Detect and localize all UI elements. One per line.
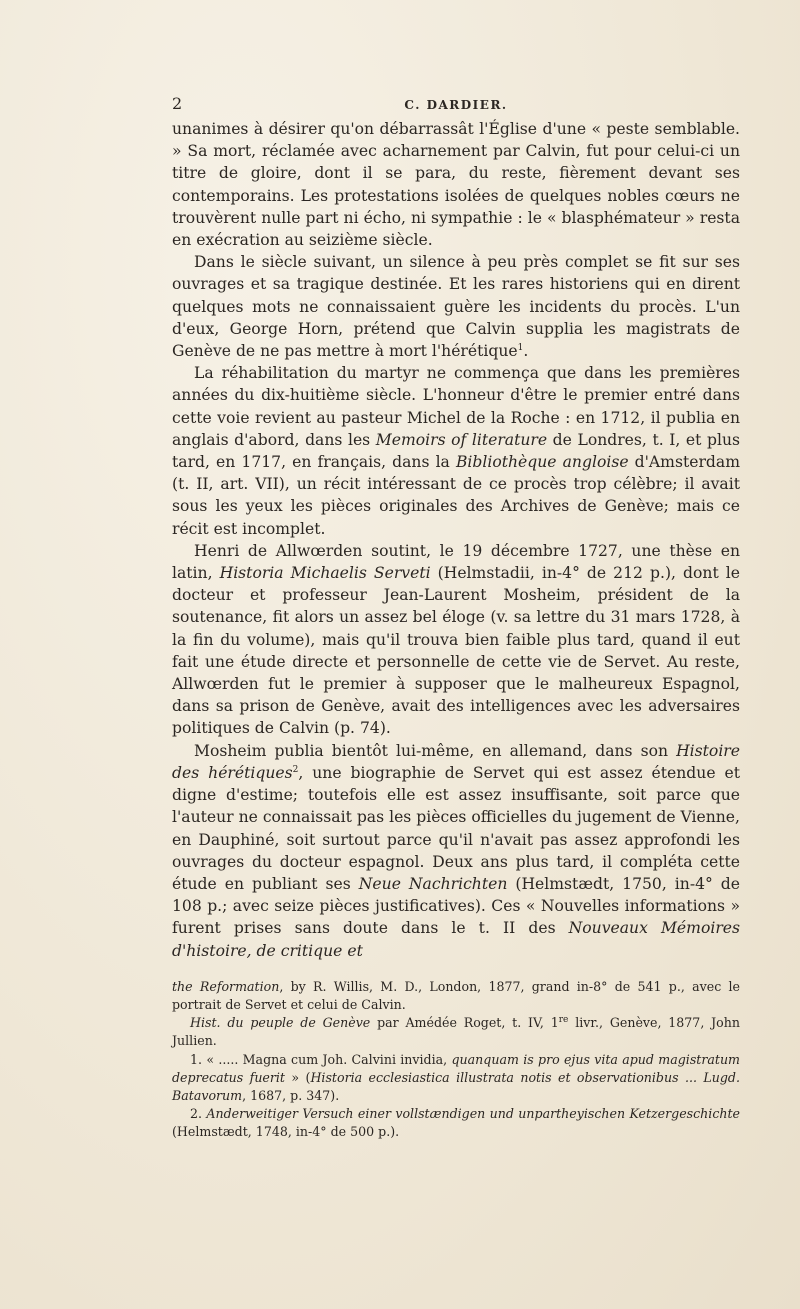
italic-title: quanquam is pro ejus vita apud magistratum deprecatus fuerit <box>172 1051 740 1085</box>
text-run: (Helmstædt, 1750, in-4° de 108 p.; avec seize pièces justificatives). Ces « Nouvelles informations » furent prises sans doute dans le t. II des <box>172 874 741 938</box>
paragraph <box>172 740 740 962</box>
text-run: 2. <box>190 1106 207 1122</box>
text-run: Henri de Allwœrden soutint, le 19 décembre 1727, une thèse en latin, <box>172 541 740 583</box>
text-run: , une biographie de Servet qui est assez étendue et digne d'estime; toutefois elle est assez insuffisante, soit parce que l'auteur ne connaissait pas les pièces officielles du jugement de Vienne, en Dauphiné, soit surtout parce qu'il n'avait pas assez approfondi les ouvrages du docteur espagnol. Deux ans plus tard, il compléta cette étude en publiant ses <box>172 763 740 893</box>
footnote <box>172 978 740 1014</box>
paragraph <box>172 251 740 362</box>
running-head-author: C. DARDIER. <box>404 98 508 112</box>
italic-title: Memoirs of literature <box>375 430 548 449</box>
italic-title: Histoire des hérétiques <box>172 741 740 782</box>
main-text <box>172 118 740 962</box>
text-run: 1. « ..... Magna cum Joh. Calvini invidia, <box>190 1051 452 1067</box>
paragraph <box>172 362 740 540</box>
text-run: . <box>523 342 529 361</box>
text-run: livr., Genève, 1877, John Jullien. <box>172 1015 740 1049</box>
italic-title: Historia Michaelis Serveti <box>219 564 431 583</box>
text-run: par Amédée Roget, t. IV, 1 <box>370 1015 559 1031</box>
paragraph <box>172 118 740 251</box>
italic-title: Bibliothèque angloise <box>455 453 629 472</box>
text-run: (Helmstædt, 1748, in-4° de 500 p.). <box>172 1124 400 1140</box>
text-run: La réhabilitation du martyr ne commença que dans les premières années du dix-huitième siècle. L'honneur d'être le premier entré dans cette voie revient au pasteur Michel de la Roche : en 1712, il publia en anglais d'abord, dans les <box>172 364 740 449</box>
italic-title: Nouveaux Mémoires d'histoire, de critique et <box>172 919 741 960</box>
paragraph <box>172 540 740 740</box>
italic-title: Anderweitiger Versuch einer vollstændigen und unpartheyischen Ketzergeschichte <box>206 1106 740 1122</box>
footnote <box>172 1105 740 1141</box>
italic-title: Hist. du peuple de Genève <box>190 1015 371 1031</box>
footnotes <box>172 978 740 1142</box>
text-run: Dans le siècle suivant, un silence à peu près complet se fit sur ses ouvrages et sa tragique destinée. Et les rares historiens qui en dirent quelques mots ne connaissaient guère les incidents du procès. L'un d'eux, George Horn, prétend que Calvin supplia les magistrats de Genève de ne pas mettre à mort l'hérétique <box>172 253 740 361</box>
note-reference: 2 <box>292 764 299 775</box>
text-run: Mosheim publia bientôt lui-même, en allemand, dans son <box>194 741 677 760</box>
text-run: , 1687, p. 347). <box>242 1087 340 1103</box>
note-reference: 1 <box>517 342 524 353</box>
italic-title: Neue Nachrichten <box>358 874 508 893</box>
note-reference: re <box>558 1014 569 1025</box>
italic-title: the Reformation <box>172 978 280 994</box>
italic-title: Historia ecclesiastica illustrata notis et observationibus ... Lugd. Batavorum <box>172 1069 740 1103</box>
text-run: , by R. Willis, M. D., London, 1877, grand in-8° de 541 p., avec le portrait de Servet et celui de Calvin. <box>172 978 740 1012</box>
text-run: de Londres, t. I, et plus tard, en 1717, en français, dans la <box>172 430 741 472</box>
text-run: (Helmstadii, in-4° de 212 p.), dont le docteur et professeur Jean-Laurent Mosheim, président de la soutenance, fit alors un assez bel éloge (v. sa lettre du 31 mars 1728, à la fin du volume), mais qu'il trouva bien faible plus tard, quand il eut fait une étude directe et personnelle de cette vie de Servet. Au reste, Allwœrden fut le premier à supposer que le malheureux Espagnol, dans sa prison de Genève, avait des intelligences avec les adversaires politiques de Calvin (p. 74). <box>172 564 740 738</box>
text-run: d'Amsterdam (t. II, art. VII), un récit intéressant de ce procès trop célèbre; il avait sous les yeux les pièces originales des Archives de Genève; mais ce récit est incomplet. <box>172 453 740 538</box>
text-run: » ( <box>285 1069 311 1085</box>
book-page <box>172 94 740 1142</box>
footnote <box>172 1014 740 1050</box>
text-run: unanimes à désirer qu'on débarrassât l'Église d'une « peste semblable. » Sa mort, réclamée avec acharnement par Calvin, fut pour celui-ci un titre de gloire, dont il se para, du reste, fièrement devant ses contemporains. Les protestations isolées de quelques nobles cœurs ne trouvèrent nulle part ni écho, ni sympathie : le « blasphémateur » resta en exécration au seizième siècle. <box>172 120 740 250</box>
running-header <box>172 94 740 118</box>
footnote <box>172 1051 740 1106</box>
page-number: 2 <box>172 94 184 113</box>
